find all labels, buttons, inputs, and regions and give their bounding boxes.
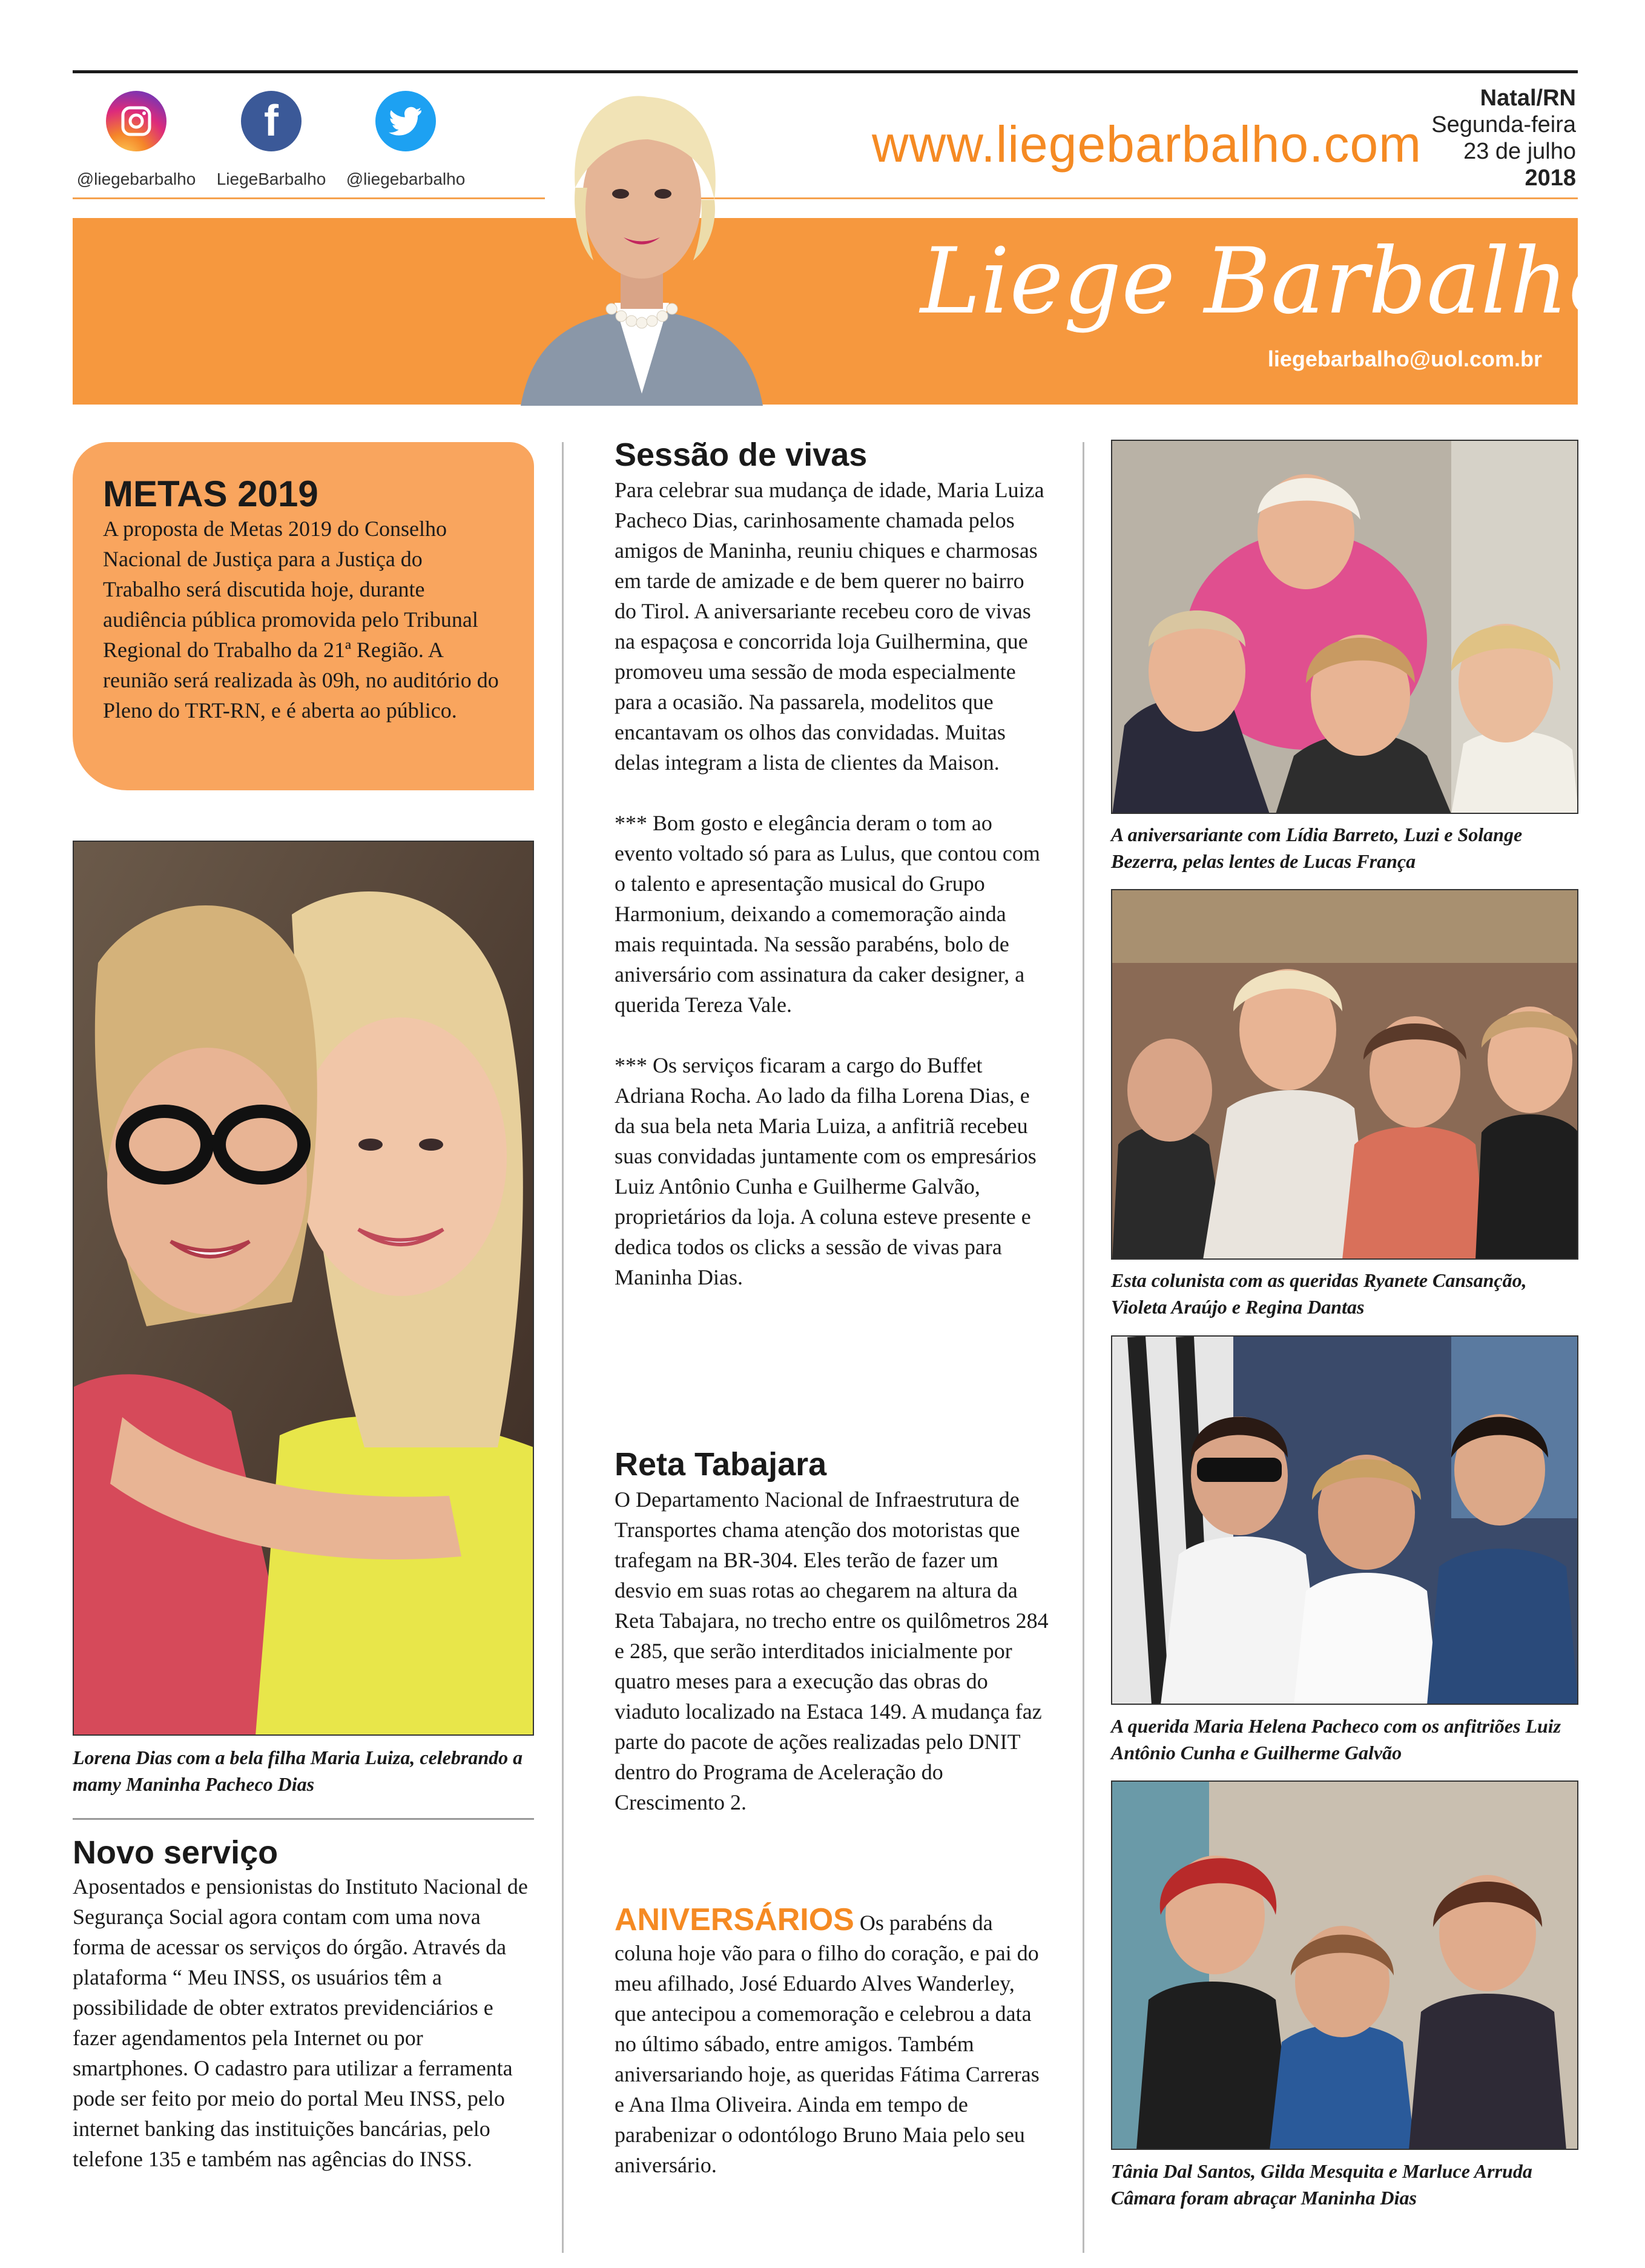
instagram-handle: @liegebarbalho <box>76 170 196 188</box>
date: 23 de julho <box>1463 139 1576 164</box>
photo-right-3-caption: A querida Maria Helena Pacheco com os anfitriões Luiz Antônio Cunha e Guilherme Galvão <box>1111 1715 1561 1764</box>
column-separator-2 <box>1083 442 1084 2253</box>
top-rule <box>73 70 1578 73</box>
facebook-handle: LiegeBarbalho <box>216 170 326 188</box>
email-link[interactable]: liegebarbalho@uol.com.br <box>1267 346 1542 371</box>
column-separator-1 <box>562 442 564 2253</box>
sessao-p2: *** Bom gosto e elegância deram o tom ao evento voltado só para as Lulus, que contou com o talento e apresentação musical do Grupo Harmonium, deixando a comemoração ainda mais requintada. Na sessão parabéns, bolo de aniversário com assinatura da caker designer, a querida Tereza Vale. <box>615 811 1040 1017</box>
photo-lorena-maria-luiza <box>73 841 534 1736</box>
columnist-portrait <box>509 79 775 406</box>
header-rule-left <box>73 197 545 199</box>
sessao-section <box>615 435 1050 1292</box>
edition-date <box>1431 85 1576 191</box>
novo-servico-title: Novo serviço <box>73 1834 279 1871</box>
social-instagram[interactable] <box>58 91 215 189</box>
photo-colunista-queridas <box>1111 889 1578 1260</box>
header-rule-right <box>666 197 1578 199</box>
reta-text: O Departamento Nacional de Infraestrutura de Transportes chama atenção dos motoristas que trafegam na BR-304. Eles terão de fazer um desvio em suas rotas ao chegarem na altura da Reta Tabajara, no trecho entre os quilômetros 284 e 285, que serão interditados inicialmente por quatro meses para a execução das obras do viaduto localizado na Estaca 149. A mudança faz parte do pacote de ações realizadas pelo DNIT dentro do Programa de Aceleração do Crescimento 2. <box>615 1487 1049 1814</box>
reta-title: Reta Tabajara <box>615 1446 827 1483</box>
facebook-icon: f <box>241 91 302 151</box>
sessao-p1: Para celebrar sua mudança de idade, Maria Luiza Pacheco Dias, carinhosamente chamada pelos amigos de Maninha, reuniu chiques e charmosas em tarde de amizade e de bem querer no bairro do Tirol. A aniversariante recebeu coro de vivas na espaçosa e concorrida loja Guilhermina, que promoveu uma sessão de moda especialmente para a ocasião. Na passarela, modelitos que encantavam os olhos das convidadas. Muitas delas integram a lista de clientes da Maison. <box>615 478 1044 775</box>
photo-maria-helena <box>1111 1335 1578 1705</box>
photo-right-4-caption: Tânia Dal Santos, Gilda Mesquita e Marluce Arruda Câmara foram abraçar Maninha Dias <box>1111 2160 1532 2209</box>
aniversarios-text: Os parabéns da coluna hoje vão para o filho do coração, e pai do meu afilhado, José Eduardo Alves Wanderley, que antecipou a comemoração e celebrou a data no último sábado, entre amigos. Também aniversariando hoje, as queridas Fátima Carreras e Ana Ilma Oliveira. Ainda em tempo de parabenizar o odontólogo Bruno Maia pelo seu aniversário. <box>615 1911 1040 2177</box>
photo-aniversariante <box>1111 440 1578 814</box>
photo-tania-gilda-marluce <box>1111 1780 1578 2150</box>
website-link[interactable]: www.liegebarbalho.com <box>872 116 1422 173</box>
instagram-icon <box>106 91 166 151</box>
photo-right-1-caption: A aniversariante com Lídia Barreto, Luzi e Solange Bezerra, pelas lentes de Lucas França <box>1111 824 1523 872</box>
city: Natal/RN <box>1480 85 1576 111</box>
metas-title: METAS 2019 <box>103 474 318 514</box>
twitter-handle: @liegebarbalho <box>346 170 466 188</box>
novo-servico-section <box>73 1834 534 2174</box>
divider-left <box>73 1818 534 1820</box>
reta-section <box>615 1444 1050 1817</box>
social-facebook[interactable] <box>193 91 350 189</box>
metas-box <box>73 442 534 790</box>
sessao-p3: *** Os serviços ficaram a cargo do Buffet Adriana Rocha. Ao lado da filha Lorena Dias, e da sua bela neta Maria Luiza, a anfitriã recebeu suas convidadas juntamente com os empresários Luiz Antônio Cunha e Guilherme Galvão, proprietários da loja. A coluna esteve presente e dedica todos os clicks a sessão de vivas para Maninha Dias. <box>615 1053 1037 1289</box>
aniversarios-section <box>615 1902 1050 2180</box>
metas-text: A proposta de Metas 2019 do Conselho Nacional de Justiça para a Justiça do Trabalho será discutida hoje, durante audiência pública promovida pelo Tribunal Regional do Trabalho da 21ª Região. A reunião será realizada às 09h, no auditório do Pleno do TRT-RN, e é aberta ao público. <box>103 517 499 722</box>
novo-servico-text: Aposentados e pensionistas do Instituto Nacional de Segurança Social agora contam com uma nova forma de acessar os serviços do órgão. Através da plataforma “ Meu INSS, os usuários têm a possibilidade de obter extratos previdenciários e fazer agendamentos pela Internet ou por smartphones. O cadastro para utilizar a ferramenta pode ser feito por meio do portal Meu INSS, pelo internet banking das instituições bancárias, pelo telefone 135 e também nas agências do INSS. <box>73 1874 528 2171</box>
aniversarios-title: ANIVERSÁRIOS <box>615 1902 854 1937</box>
social-twitter[interactable] <box>327 91 484 189</box>
weekday: Segunda-feira <box>1431 112 1576 137</box>
photo-main-caption: Lorena Dias com a bela filha Maria Luiza, celebrando a mamy Maninha Pacheco Dias <box>73 1747 523 1795</box>
year: 2018 <box>1525 165 1576 191</box>
photo-right-2-caption: Esta colunista com as queridas Ryanete Cansanção, Violeta Araújo e Regina Dantas <box>1111 1269 1527 1318</box>
twitter-icon <box>375 91 436 151</box>
column-title: Liege Barbalho <box>920 229 1623 334</box>
sessao-title: Sessão de vivas <box>615 437 868 473</box>
